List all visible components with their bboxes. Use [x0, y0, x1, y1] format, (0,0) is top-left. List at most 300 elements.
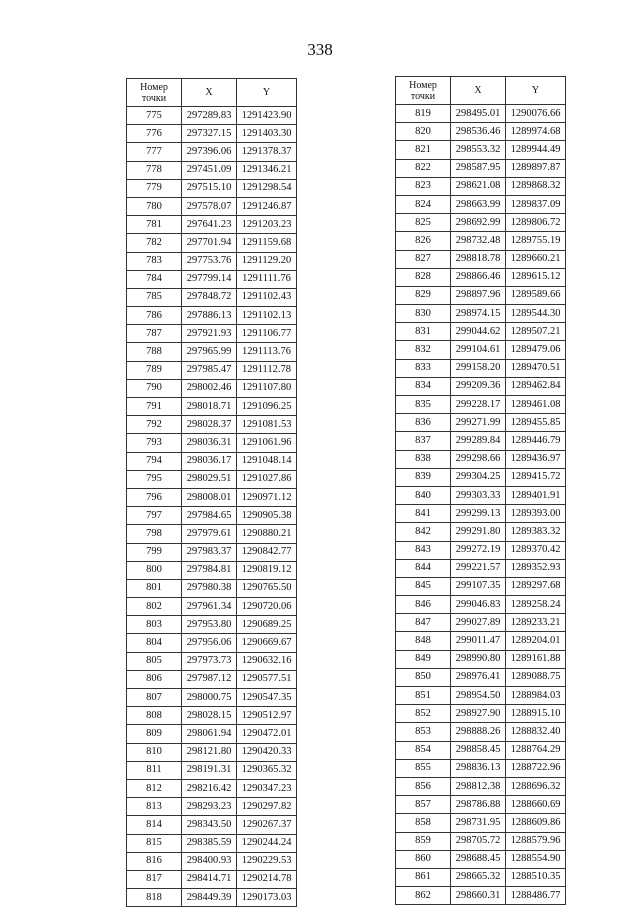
point-number-cell: 792 [127, 416, 182, 434]
table-row [396, 177, 566, 195]
table-row [127, 616, 297, 634]
y-header: Y [506, 77, 566, 105]
table-row [396, 559, 566, 577]
y-cell: 1291113.76 [237, 343, 297, 361]
x-cell: 299291.80 [451, 523, 506, 541]
table-row [396, 523, 566, 541]
x-cell: 297956.06 [182, 634, 237, 652]
x-cell: 298858.45 [451, 741, 506, 759]
x-cell: 298786.88 [451, 796, 506, 814]
point-number-cell: 841 [396, 505, 451, 523]
point-number-cell: 775 [127, 107, 182, 125]
x-cell: 297953.80 [182, 616, 237, 634]
table-row [396, 286, 566, 304]
point-number-cell: 838 [396, 450, 451, 468]
x-cell: 299209.36 [451, 377, 506, 395]
point-number-cell: 831 [396, 323, 451, 341]
point-number-cell: 793 [127, 434, 182, 452]
table-row [396, 505, 566, 523]
x-cell: 297985.47 [182, 361, 237, 379]
y-cell: 1290173.03 [237, 889, 297, 907]
x-cell: 298866.46 [451, 268, 506, 286]
table-row [127, 598, 297, 616]
point-number-cell: 833 [396, 359, 451, 377]
y-cell: 1290214.78 [237, 870, 297, 888]
y-cell: 1289944.49 [506, 141, 566, 159]
y-cell: 1291102.13 [237, 307, 297, 325]
table-row [396, 268, 566, 286]
point-number-cell: 806 [127, 670, 182, 688]
y-cell: 1290267.37 [237, 816, 297, 834]
point-number-cell: 781 [127, 216, 182, 234]
y-cell: 1291107.80 [237, 379, 297, 397]
point-number-cell: 807 [127, 689, 182, 707]
table-row [127, 707, 297, 725]
x-cell: 298705.72 [451, 832, 506, 850]
point-number-cell: 786 [127, 307, 182, 325]
x-cell: 297641.23 [182, 216, 237, 234]
table-row [127, 689, 297, 707]
point-number-cell: 827 [396, 250, 451, 268]
table-row [127, 779, 297, 797]
table-row [396, 759, 566, 777]
point-number-cell: 820 [396, 123, 451, 141]
x-header: X [451, 77, 506, 105]
y-cell: 1290689.25 [237, 616, 297, 634]
table-row [396, 359, 566, 377]
y-cell: 1291096.25 [237, 398, 297, 416]
x-cell: 298061.94 [182, 725, 237, 743]
y-cell: 1290512.97 [237, 707, 297, 725]
x-cell: 299271.99 [451, 414, 506, 432]
table-row [127, 161, 297, 179]
y-cell: 1288510.35 [506, 868, 566, 886]
y-cell: 1291403.30 [237, 125, 297, 143]
x-cell: 298002.46 [182, 379, 237, 397]
y-cell: 1291106.77 [237, 325, 297, 343]
point-number-cell: 801 [127, 579, 182, 597]
point-number-cell: 842 [396, 523, 451, 541]
y-cell: 1289615.12 [506, 268, 566, 286]
y-cell: 1290472.01 [237, 725, 297, 743]
point-number-cell: 816 [127, 852, 182, 870]
x-cell: 299107.35 [451, 577, 506, 595]
point-number-cell: 782 [127, 234, 182, 252]
point-number-cell: 850 [396, 668, 451, 686]
y-cell: 1291112.78 [237, 361, 297, 379]
table-row [396, 468, 566, 486]
point-number-cell: 840 [396, 486, 451, 504]
table-row [127, 434, 297, 452]
y-header: Y [237, 79, 297, 107]
point-number-cell: 862 [396, 887, 451, 905]
table-row [127, 561, 297, 579]
x-cell: 299158.20 [451, 359, 506, 377]
table-row [127, 125, 297, 143]
table-row [396, 687, 566, 705]
y-cell: 1290365.32 [237, 761, 297, 779]
table-row [396, 123, 566, 141]
y-cell: 1290880.21 [237, 525, 297, 543]
y-cell: 1291027.86 [237, 470, 297, 488]
x-cell: 298008.01 [182, 488, 237, 506]
x-cell: 298731.95 [451, 814, 506, 832]
x-cell: 299298.66 [451, 450, 506, 468]
table-row [396, 868, 566, 886]
point-number-cell: 855 [396, 759, 451, 777]
point-number-cell: 858 [396, 814, 451, 832]
x-cell: 297753.76 [182, 252, 237, 270]
table-row [396, 596, 566, 614]
table-row [127, 288, 297, 306]
point-number-cell: 849 [396, 650, 451, 668]
x-cell: 298036.17 [182, 452, 237, 470]
table-row [396, 341, 566, 359]
table-row [127, 361, 297, 379]
point-number-cell: 815 [127, 834, 182, 852]
x-cell: 298343.50 [182, 816, 237, 834]
table-row [127, 216, 297, 234]
table-row [396, 450, 566, 468]
x-cell: 299272.19 [451, 541, 506, 559]
y-cell: 1290577.51 [237, 670, 297, 688]
point-number-cell: 859 [396, 832, 451, 850]
x-cell: 299228.17 [451, 396, 506, 414]
x-cell: 299046.83 [451, 596, 506, 614]
table-row [396, 777, 566, 795]
y-cell: 1289204.01 [506, 632, 566, 650]
table-row [127, 870, 297, 888]
x-cell: 298974.15 [451, 305, 506, 323]
x-cell: 297987.12 [182, 670, 237, 688]
table-row [127, 743, 297, 761]
x-cell: 297921.93 [182, 325, 237, 343]
point-number-cell: 780 [127, 197, 182, 215]
x-cell: 297980.38 [182, 579, 237, 597]
table-row [396, 723, 566, 741]
coordinates-table-right [395, 76, 566, 905]
table-body [396, 105, 566, 905]
y-cell: 1288609.86 [506, 814, 566, 832]
x-cell: 298036.31 [182, 434, 237, 452]
table-row [127, 252, 297, 270]
table-row [396, 486, 566, 504]
table-row [396, 614, 566, 632]
table-row [127, 234, 297, 252]
point-number-cell: 795 [127, 470, 182, 488]
x-cell: 298400.93 [182, 852, 237, 870]
table-header-row [127, 79, 297, 107]
table-row [396, 195, 566, 213]
point-number-cell: 791 [127, 398, 182, 416]
table-row [396, 887, 566, 905]
point-number-cell: 794 [127, 452, 182, 470]
x-cell: 297578.07 [182, 197, 237, 215]
table-row [127, 179, 297, 197]
table-row [127, 416, 297, 434]
table-row [396, 396, 566, 414]
table-row [396, 577, 566, 595]
table-row [127, 798, 297, 816]
table-row [396, 741, 566, 759]
point-number-cell: 811 [127, 761, 182, 779]
y-cell: 1290765.50 [237, 579, 297, 597]
x-cell: 298121.80 [182, 743, 237, 761]
y-cell: 1290420.33 [237, 743, 297, 761]
y-cell: 1291048.14 [237, 452, 297, 470]
y-cell: 1290905.38 [237, 507, 297, 525]
x-cell: 298553.32 [451, 141, 506, 159]
point-number-cell: 861 [396, 868, 451, 886]
table-row [127, 889, 297, 907]
y-cell: 1288579.96 [506, 832, 566, 850]
table-row [127, 379, 297, 397]
point-number-cell: 787 [127, 325, 182, 343]
table-row [127, 652, 297, 670]
x-cell: 298449.39 [182, 889, 237, 907]
x-cell: 298836.13 [451, 759, 506, 777]
y-cell: 1291102.43 [237, 288, 297, 306]
table-row [396, 650, 566, 668]
y-cell: 1290229.53 [237, 852, 297, 870]
table-row [396, 141, 566, 159]
point-number-cell: 832 [396, 341, 451, 359]
table-row [396, 705, 566, 723]
y-cell: 1291298.54 [237, 179, 297, 197]
y-cell: 1290297.82 [237, 798, 297, 816]
point-number-cell: 830 [396, 305, 451, 323]
point-number-header: Номер точки [127, 79, 182, 107]
y-cell: 1289455.85 [506, 414, 566, 432]
y-cell: 1291061.96 [237, 434, 297, 452]
x-cell: 298293.23 [182, 798, 237, 816]
y-cell: 1291111.76 [237, 270, 297, 288]
x-cell: 299044.62 [451, 323, 506, 341]
point-number-cell: 856 [396, 777, 451, 795]
table-row [127, 725, 297, 743]
point-number-cell: 823 [396, 177, 451, 195]
point-number-cell: 813 [127, 798, 182, 816]
x-cell: 298028.15 [182, 707, 237, 725]
y-cell: 1288554.90 [506, 850, 566, 868]
point-number-cell: 779 [127, 179, 182, 197]
x-cell: 298414.71 [182, 870, 237, 888]
x-cell: 297973.73 [182, 652, 237, 670]
y-cell: 1289806.72 [506, 214, 566, 232]
y-cell: 1291203.23 [237, 216, 297, 234]
table-row [127, 270, 297, 288]
y-cell: 1289401.91 [506, 486, 566, 504]
x-cell: 298663.99 [451, 195, 506, 213]
x-cell: 298216.42 [182, 779, 237, 797]
point-number-cell: 845 [396, 577, 451, 595]
y-cell: 1289370.42 [506, 541, 566, 559]
y-cell: 1291346.21 [237, 161, 297, 179]
table-row [127, 107, 297, 125]
point-number-cell: 799 [127, 543, 182, 561]
point-number-cell: 778 [127, 161, 182, 179]
x-cell: 297396.06 [182, 143, 237, 161]
x-cell: 298018.71 [182, 398, 237, 416]
y-cell: 1289233.21 [506, 614, 566, 632]
table-row [396, 250, 566, 268]
point-number-cell: 790 [127, 379, 182, 397]
table-row [396, 232, 566, 250]
point-number-cell: 797 [127, 507, 182, 525]
y-cell: 1289897.87 [506, 159, 566, 177]
x-cell: 297289.83 [182, 107, 237, 125]
x-cell: 299299.13 [451, 505, 506, 523]
y-cell: 1289479.06 [506, 341, 566, 359]
point-number-cell: 785 [127, 288, 182, 306]
y-cell: 1290547.35 [237, 689, 297, 707]
table-row [127, 307, 297, 325]
table-row [396, 105, 566, 123]
y-cell: 1289544.30 [506, 305, 566, 323]
x-cell: 298587.95 [451, 159, 506, 177]
x-cell: 298665.32 [451, 868, 506, 886]
table-row [127, 343, 297, 361]
y-cell: 1290076.66 [506, 105, 566, 123]
point-number-cell: 808 [127, 707, 182, 725]
x-cell: 298897.96 [451, 286, 506, 304]
point-number-cell: 798 [127, 525, 182, 543]
point-number-cell: 826 [396, 232, 451, 250]
table-row [396, 323, 566, 341]
x-cell: 297799.14 [182, 270, 237, 288]
x-cell: 298954.50 [451, 687, 506, 705]
point-number-cell: 860 [396, 850, 451, 868]
point-number-cell: 819 [396, 105, 451, 123]
point-number-cell: 796 [127, 488, 182, 506]
table-body [127, 107, 297, 907]
y-cell: 1290244.24 [237, 834, 297, 852]
table-row [396, 432, 566, 450]
table-row [396, 305, 566, 323]
x-cell: 297886.13 [182, 307, 237, 325]
x-cell: 298818.78 [451, 250, 506, 268]
point-number-cell: 805 [127, 652, 182, 670]
point-number-cell: 843 [396, 541, 451, 559]
point-number-cell: 825 [396, 214, 451, 232]
point-number-cell: 814 [127, 816, 182, 834]
point-number-cell: 788 [127, 343, 182, 361]
y-cell: 1291129.20 [237, 252, 297, 270]
x-cell: 298927.90 [451, 705, 506, 723]
x-cell: 297984.65 [182, 507, 237, 525]
point-number-cell: 818 [127, 889, 182, 907]
table-row [127, 816, 297, 834]
x-cell: 299304.25 [451, 468, 506, 486]
x-cell: 298888.26 [451, 723, 506, 741]
table-row [127, 543, 297, 561]
x-cell: 297848.72 [182, 288, 237, 306]
x-cell: 297327.15 [182, 125, 237, 143]
table-row [127, 525, 297, 543]
y-cell: 1288696.32 [506, 777, 566, 795]
point-number-header: Номер точки [396, 77, 451, 105]
table-row [127, 579, 297, 597]
page-number: 338 [307, 40, 333, 59]
x-cell: 298385.59 [182, 834, 237, 852]
y-cell: 1288915.10 [506, 705, 566, 723]
y-cell: 1289393.00 [506, 505, 566, 523]
y-cell: 1289436.97 [506, 450, 566, 468]
point-number-cell: 834 [396, 377, 451, 395]
table-row [127, 488, 297, 506]
y-cell: 1291246.87 [237, 197, 297, 215]
table-header-row [396, 77, 566, 105]
y-cell: 1291081.53 [237, 416, 297, 434]
x-cell: 299011.47 [451, 632, 506, 650]
x-cell: 298495.01 [451, 105, 506, 123]
x-cell: 297983.37 [182, 543, 237, 561]
point-number-cell: 803 [127, 616, 182, 634]
table-row [127, 761, 297, 779]
y-cell: 1289470.51 [506, 359, 566, 377]
y-cell: 1290347.23 [237, 779, 297, 797]
x-cell: 298536.46 [451, 123, 506, 141]
table-row [127, 398, 297, 416]
x-cell: 298028.37 [182, 416, 237, 434]
table-row [396, 832, 566, 850]
table-row [127, 470, 297, 488]
y-cell: 1291378.37 [237, 143, 297, 161]
y-cell: 1289507.21 [506, 323, 566, 341]
coordinates-table-left [126, 78, 297, 907]
x-cell: 297984.81 [182, 561, 237, 579]
x-cell: 299289.84 [451, 432, 506, 450]
x-header: X [182, 79, 237, 107]
table-row [396, 377, 566, 395]
x-cell: 297979.61 [182, 525, 237, 543]
table-row [127, 852, 297, 870]
point-number-cell: 784 [127, 270, 182, 288]
x-cell: 297965.99 [182, 343, 237, 361]
y-cell: 1289446.79 [506, 432, 566, 450]
x-cell: 299221.57 [451, 559, 506, 577]
x-cell: 299104.61 [451, 341, 506, 359]
table-row [396, 632, 566, 650]
y-cell: 1288660.69 [506, 796, 566, 814]
point-number-cell: 804 [127, 634, 182, 652]
x-cell: 298660.31 [451, 887, 506, 905]
point-number-cell: 853 [396, 723, 451, 741]
table-row [396, 414, 566, 432]
point-number-cell: 854 [396, 741, 451, 759]
x-cell: 298732.48 [451, 232, 506, 250]
point-number-cell: 821 [396, 141, 451, 159]
point-number-cell: 824 [396, 195, 451, 213]
x-cell: 298692.99 [451, 214, 506, 232]
point-number-cell: 828 [396, 268, 451, 286]
y-cell: 1290669.67 [237, 634, 297, 652]
point-number-cell: 846 [396, 596, 451, 614]
point-number-cell: 829 [396, 286, 451, 304]
y-cell: 1289660.21 [506, 250, 566, 268]
table-row [396, 814, 566, 832]
y-cell: 1290632.16 [237, 652, 297, 670]
x-cell: 297451.09 [182, 161, 237, 179]
point-number-cell: 812 [127, 779, 182, 797]
table-row [396, 796, 566, 814]
table-row [127, 143, 297, 161]
point-number-cell: 776 [127, 125, 182, 143]
table-row [127, 452, 297, 470]
y-cell: 1289088.75 [506, 668, 566, 686]
point-number-cell: 851 [396, 687, 451, 705]
y-cell: 1288486.77 [506, 887, 566, 905]
